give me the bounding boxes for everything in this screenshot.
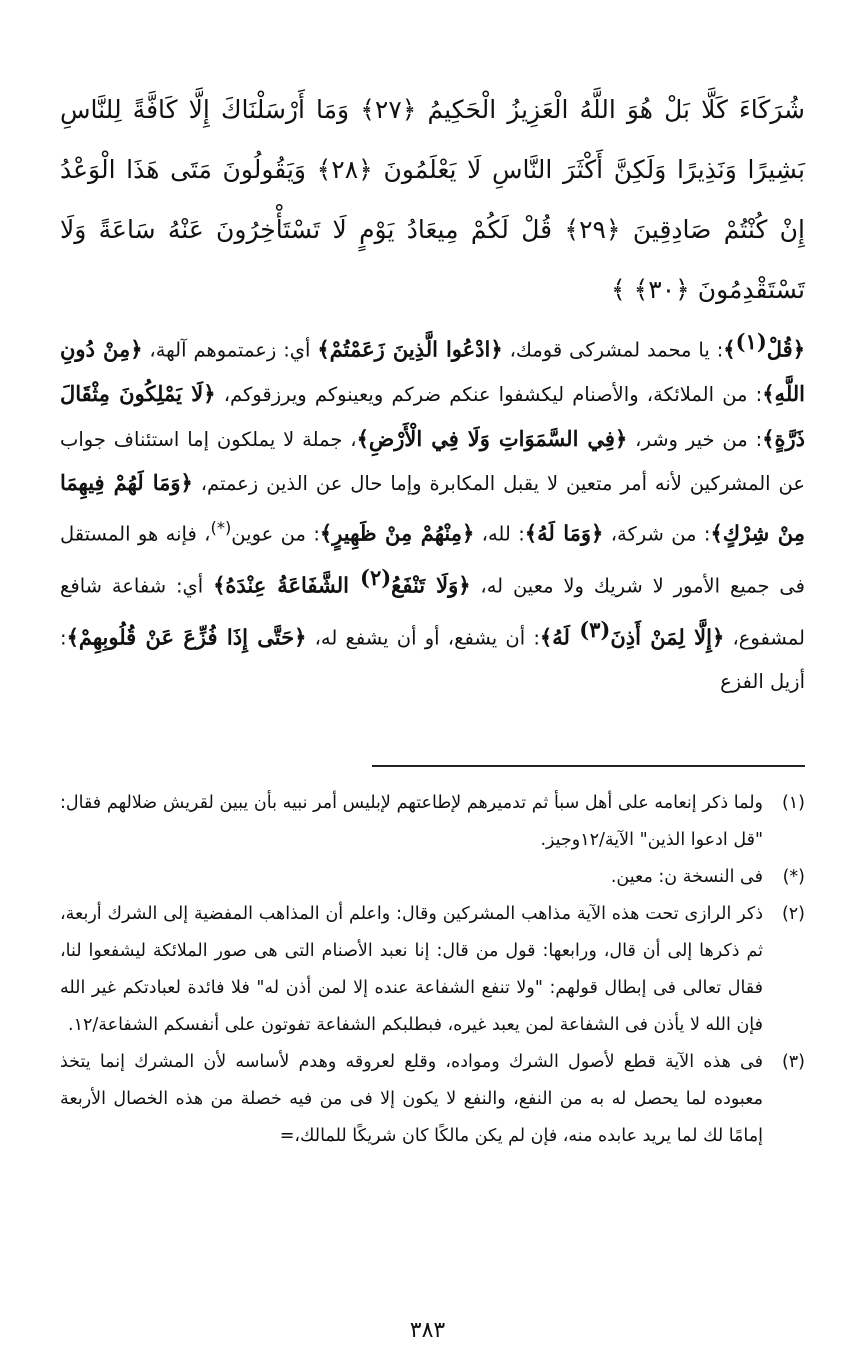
- quran-quote: ﴿وَمَا لَهُ﴾: [524, 520, 604, 545]
- footnote-number: (*): [782, 867, 805, 887]
- footnote-text: ولما ذكر إنعامه على أهل سبأ ثم تدميرهم لإطاعتهم لإبليس أمر نبيه بأن يبين لقريش ضلالهم فقال: "قل ادعوا الذين" الآية/١٢وجيز.: [60, 793, 763, 850]
- quran-quote: ﴿قُلْ: [766, 336, 805, 362]
- footnote-number: (١): [781, 793, 805, 813]
- footnote: [60, 896, 805, 1044]
- footnote-text: ذكر الرازى تحت هذه الآية مذاهب المشركين وقال: واعلم أن المذاهب المفضية إلى الشرك أربعة، ثم ذكرها إلى أن قال، ورابعها: قول من قال: إنا نعبد الأصنام التى هى صور الملائكة ليشفعوا لنا، فقال تعالى فى إبطال قولهم: "ولا تنفع الشفاعة عنده إلا لمن أذن له" فلا فائدة لعبادتكم غير الله فإن الله لا يأذن فى الشفاعة لمن يعبد غيره، فبطلبكم الشفاعة تفوتون على أنفسكم الشفاعة/١٢.: [60, 904, 763, 1035]
- quran-quote: ﴿ادْعُوا الَّذِينَ زَعَمْتُمْ﴾: [317, 336, 503, 362]
- footnote-divider: [372, 765, 805, 767]
- footnote-text: فى النسخة ن: معين.: [610, 867, 763, 887]
- commentary-text: : أن يشفع، أو أن يشفع له،: [306, 626, 540, 649]
- footnote-number: (٢): [781, 904, 805, 924]
- quran-quote: ﴾: [723, 336, 736, 362]
- footnote: [60, 859, 805, 896]
- footnote-marker: (*): [210, 517, 232, 537]
- quran-quote: ﴿مِنْهُمْ مِنْ ظَهِيرٍ﴾: [319, 520, 475, 545]
- commentary-text: : من عوين: [231, 522, 320, 545]
- page-number: ٣٨٣: [409, 1318, 446, 1343]
- quran-quote: ﴿إِلَّا لِمَنْ أَذِنَ: [610, 624, 725, 649]
- quran-quote: ﴿لَا يَمْلِكُونَ مِثْقَالَ ذَرَّةٍ﴾: [60, 381, 805, 451]
- quran-quote: ﴿وَلَا تَنْفَعُ: [391, 572, 471, 597]
- commentary-text: أي: زعمتموهم آلهة،: [142, 338, 318, 362]
- commentary-text: ، فإنه هو المستقل فى جميع الأمور لا شريك ولا معين له،: [60, 522, 805, 597]
- footnote-number: (٣): [781, 1052, 805, 1072]
- commentary-text: : أزيل الفزع: [60, 626, 805, 693]
- quran-quote: ﴿وَمَا لَهُمْ فِيهِمَا مِنْ شِرْكٍ﴾: [60, 470, 805, 545]
- footnote: [60, 1044, 805, 1155]
- main-text: [60, 80, 805, 703]
- commentary-text: : من خير وشر،: [627, 427, 763, 451]
- quran-quote: ﴿فِي السَّمَوَاتِ وَلَا فِي الْأَرْضِ﴾: [356, 425, 628, 451]
- commentary-text: : يا محمد لمشركى قومك،: [502, 338, 724, 362]
- quran-quote: الشَّفَاعَةُ عِنْدَهُ﴾: [213, 572, 360, 597]
- tafsir-paragraph: [60, 320, 805, 703]
- commentary-text: ، جملة لا يملكون إما استئناف جواب عن المشركين لأنه أمر متعين لا يقبل المكابرة وإما حال عن الذين زعمتم،: [60, 427, 805, 495]
- footnotes: [60, 785, 805, 1155]
- quran-quote: ﴿حَتَّى إِذَا فُزِّعَ عَنْ قُلُوبِهِمْ﴾: [66, 624, 307, 649]
- commentary-text: أي: شفاعة شافع لمشفوع،: [60, 574, 805, 649]
- quran-quote: ﴿مِنْ دُونِ اللَّهِ﴾: [60, 336, 805, 406]
- quran-verses: شُرَكَاءَ كَلَّا بَلْ هُوَ اللَّهُ الْعَزِيزُ الْحَكِيمُ ﴿٢٧﴾ وَمَا أَرْسَلْنَاكَ إِلَّا كَافَّةً لِلنَّاسِ بَشِيرًا وَنَذِيرًا وَلَكِنَّ أَكْثَرَ النَّاسِ لَا يَعْلَمُونَ ﴿٢٨﴾ وَيَقُولُونَ مَتَى هَذَا الْوَعْدُ إِنْ كُنْتُمْ صَادِقِينَ ﴿٢٩﴾ قُلْ لَكُمْ مِيعَادُ يَوْمٍ لَا تَسْتَأْخِرُونَ عَنْهُ سَاعَةً وَلَا تَسْتَقْدِمُونَ ﴿٣٠﴾ ﴾: [60, 95, 806, 304]
- footnote-marker: (٢): [360, 564, 392, 590]
- footnote-text: فى هذه الآية قطع لأصول الشرك ومواده، وقلع لعروقه وهدم لأساسه لأن المشرك إنما يتخذ معبوده لما يحصل له به من النفع، والنفع لا يكون إلا فى من فيه خصلة من هذه الخصال الأربعة إمامًا لك لما يريد عابده منه، فإن لم يكن مالكًا كان شريكًا للمالك،=: [60, 1052, 763, 1146]
- footnote-marker: (١): [735, 329, 767, 354]
- quran-quote: لَهُ﴾: [539, 624, 580, 649]
- commentary-text: : لله،: [474, 522, 525, 545]
- commentary-text: : من شركة،: [603, 522, 711, 545]
- commentary-text: : من الملائكة، والأصنام ليكشفوا عنكم ضركم ويعينوكم ويرزقوكم،: [215, 383, 763, 406]
- footnote: [60, 785, 805, 859]
- footnote-marker: (٣): [579, 616, 611, 642]
